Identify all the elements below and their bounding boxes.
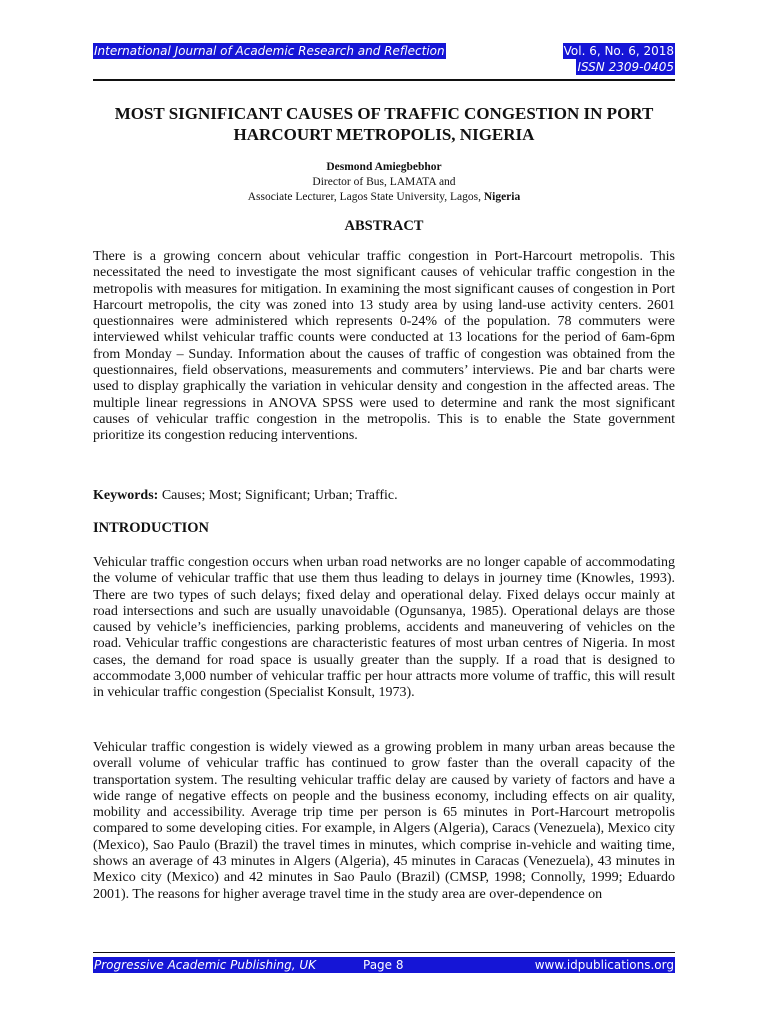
author-affiliation-1: Director of Bus, LAMATA and bbox=[312, 176, 456, 188]
header-divider bbox=[93, 79, 675, 81]
page-footer bbox=[93, 957, 675, 973]
abstract-text: There is a growing concern about vehicular traffic congestion in Port-Harcourt metropolis. This necessitated the need to investigate the most significant causes of vehicular traffic congestion in the metropolis with measures for mitigation. In examining the most significant causes of congestion in Port Harcourt metropolis, the city was zoned into 13 study area by using land-use activity centers. 2601 questionnaires were administered which represents 0-24% of the population. 78 commuters were interviewed whilst vehicular traffic counts were conducted at 13 locations for the period of 6am-6pm from Monday – Sunday. Information about the causes of traffic of congestion was obtained from the questionnaires, field observations, measurements and commuters’ interviews. Pie and bar charts were used to display graphically the variation in vehicular density and congestion in the affected areas. The multiple linear regressions in ANOVA SPSS were used to determine and rank the most significant causes of vehicular traffic congestion in the metropolis. This is to enable the State government prioritize its congestion reducing interventions. bbox=[93, 249, 675, 444]
introduction-paragraph-2: Vehicular traffic congestion is widely viewed as a growing problem in many urban areas because the overall volume of vehicular traffic has continued to grow faster than the overall capacity of the transportation system. The resulting vehicular traffic delay are caused by variety of factors and have a wide range of negative effects on people and the business economy, including effects on air quality, mobility and accessibility. Average trip time per person is 65 minutes in Port-Harcourt metropolis compared to some developing cities. For example, in Algers (Algeria), Caracs (Venezuela), Mexico city (Mexico), Sao Paulo (Brazil) the travel times in minutes, which comprise in-vehicle and waiting time, shows an average of 43 minutes in Algers (Algeria), 45 minutes in Caracas (Venezuela), 43 minutes in Mexico city (Mexico) and 42 minutes in Sao Paulo (Brazil) (CMSP, 1998; Connolly, 1999; Eduardo 2001). The reasons for higher average travel time in the study area are over-dependence on bbox=[93, 740, 675, 902]
page-number: Page 8 bbox=[363, 958, 404, 972]
paper-title bbox=[93, 103, 675, 145]
abstract-heading: ABSTRACT bbox=[344, 218, 424, 234]
issn: ISSN 2309-0405 bbox=[577, 60, 674, 74]
footer-divider bbox=[93, 952, 675, 953]
keywords bbox=[93, 488, 675, 504]
author-block bbox=[93, 160, 675, 205]
author-country: Nigeria bbox=[483, 191, 521, 203]
title-line-1: MOST SIGNIFICANT CAUSES OF TRAFFIC CONGESTION IN PORT bbox=[114, 104, 654, 123]
volume-number: Vol. 6, No. 6, 2018 bbox=[563, 44, 674, 58]
footer-website-link[interactable]: www.idpublications.org bbox=[534, 958, 674, 972]
introduction-paragraph-1: Vehicular traffic congestion occurs when urban road networks are no longer capable of accommodating the volume of vehicular traffic that use them thus leading to delays in journey time (Knowles, 1993). There are two types of such delays; fixed delay and operational delay. Fixed delays occur mainly at road intersections and such are usually unavoidable (Ogunsanya, 1985). Operational delays are those caused by vehicle’s inefficiencies, parking problems, accidents and maneuvering of vehicles on the road. Vehicular traffic congestions are characteristic features of most urban centres of Nigeria. In most cases, the demand for road space is usually greater than the supply. If a road that is designed to accommodate 3,000 number of vehicular traffic per hour attracts more volume of traffic, this will result in vehicular traffic congestion (Specialist Konsult, 1973). bbox=[93, 555, 675, 701]
footer-publisher: Progressive Academic Publishing, UK bbox=[94, 958, 316, 972]
author-name: Desmond Amiegbebhor bbox=[326, 161, 442, 173]
keywords-label: Keywords: bbox=[93, 488, 159, 503]
title-line-2: HARCOURT METROPOLIS, NIGERIA bbox=[233, 125, 535, 144]
introduction-heading: INTRODUCTION bbox=[93, 520, 210, 536]
journal-issue-info bbox=[563, 43, 675, 75]
author-affiliation-2: Associate Lecturer, Lagos State University, Lagos, bbox=[247, 191, 481, 203]
keywords-list: Causes; Most; Significant; Urban; Traffic. bbox=[161, 488, 398, 503]
journal-name: International Journal of Academic Research and Reflection bbox=[94, 44, 445, 58]
